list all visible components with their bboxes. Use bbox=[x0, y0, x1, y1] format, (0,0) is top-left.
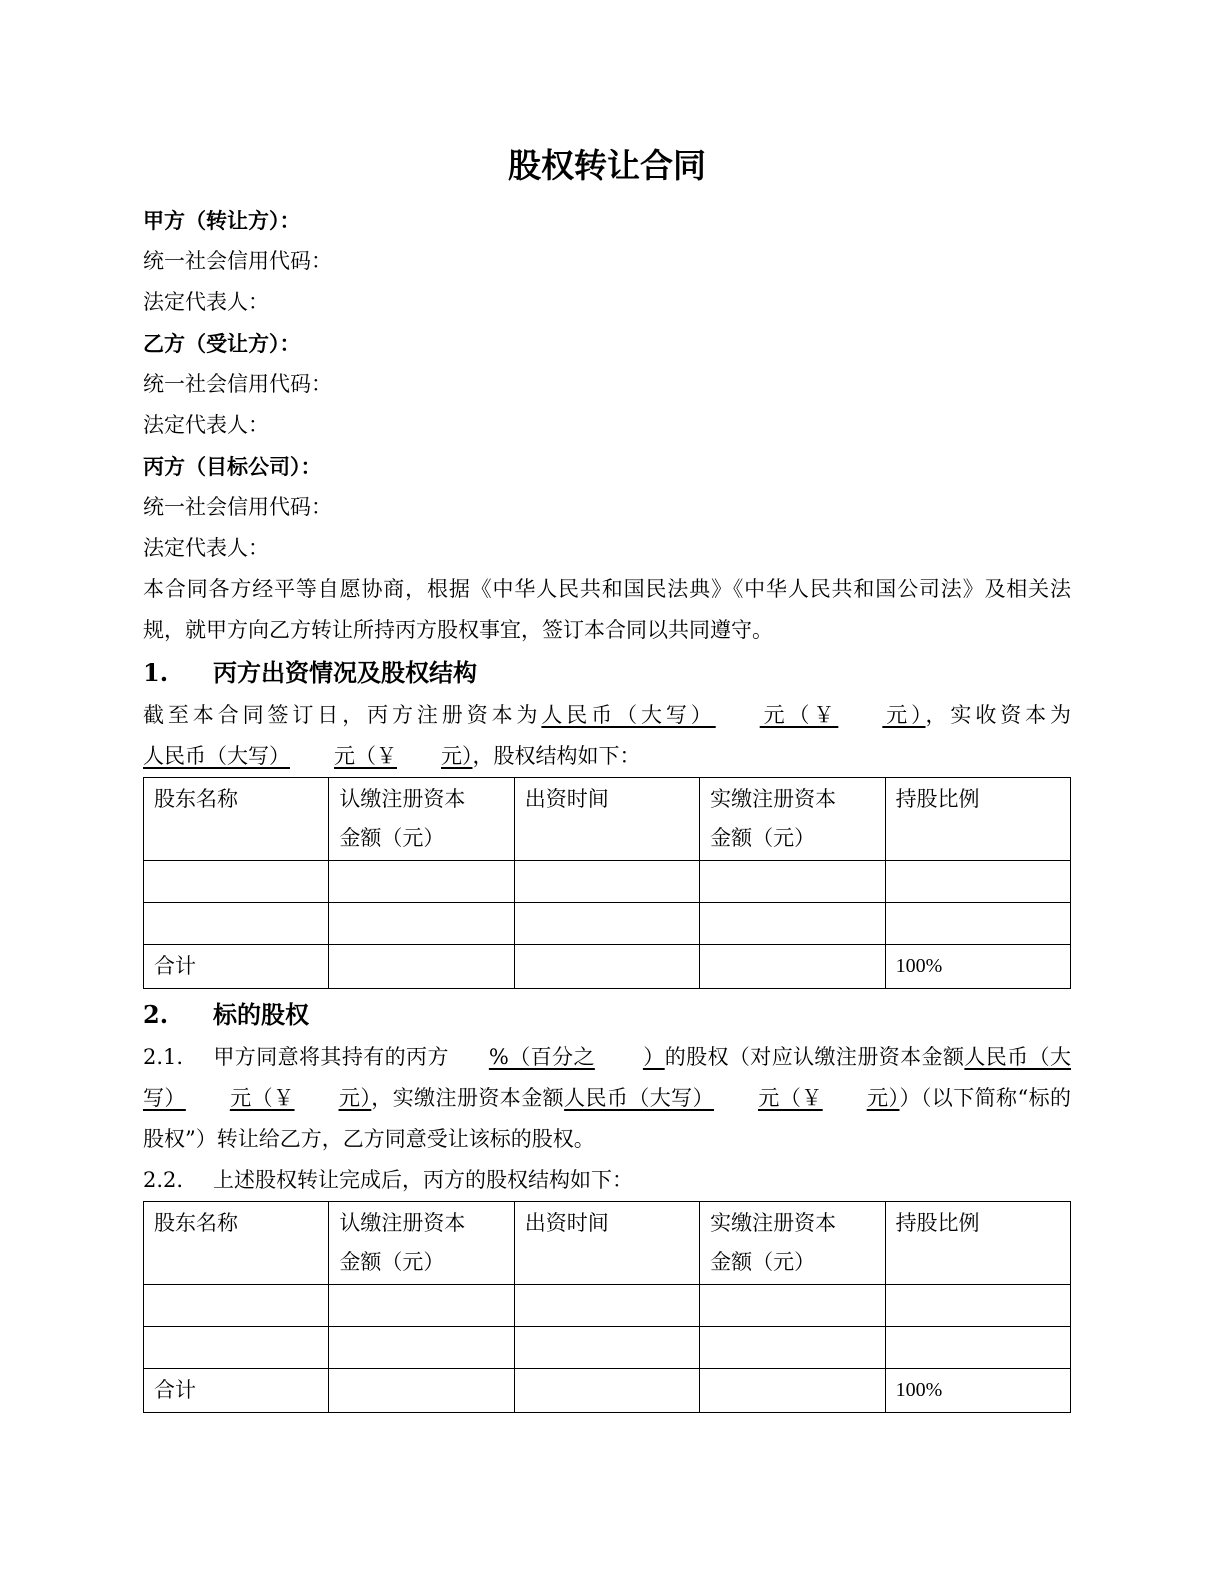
s1-u2-c: 元） bbox=[441, 744, 473, 768]
table-cell bbox=[329, 1327, 514, 1369]
party-c-label: 丙方（目标公司）： bbox=[143, 454, 322, 479]
table-total-row bbox=[144, 1369, 1071, 1413]
table-cell bbox=[329, 861, 514, 903]
clause-2-2-number: 2.2. bbox=[143, 1168, 184, 1192]
table-row bbox=[144, 1285, 1071, 1327]
section-1-number: 1. bbox=[143, 658, 169, 687]
party-c-credit-code: 统一社会信用代码： bbox=[143, 495, 332, 519]
c21-u1-a: %（百分之 bbox=[488, 1045, 595, 1069]
table-cell bbox=[700, 903, 885, 945]
document-title: 股权转让合同 bbox=[508, 146, 706, 185]
c21-text-b: 的股权（对应认缴注册资本金额 bbox=[664, 1045, 965, 1069]
s1-u1-b: 元（￥ bbox=[759, 703, 839, 727]
paid-amount-blank bbox=[564, 1086, 899, 1110]
table-cell bbox=[514, 861, 699, 903]
section-2-heading bbox=[143, 993, 1071, 1037]
s1-text-b: ，实收资本为 bbox=[925, 703, 1072, 727]
s1-u2-a: 人民币（大写） bbox=[143, 744, 290, 768]
c21-u3-c: 元） bbox=[866, 1086, 900, 1110]
clause-2-1-number: 2.1. bbox=[143, 1045, 184, 1069]
total-label: 合计 bbox=[144, 1369, 329, 1413]
header-contribution-time: 出资时间 bbox=[514, 1202, 699, 1285]
registered-capital-blank bbox=[541, 703, 925, 727]
s1-u1-c: 元） bbox=[882, 703, 926, 727]
c21-u2-b: 元（￥ bbox=[229, 1086, 295, 1110]
header-shareholder-name: 股东名称 bbox=[144, 1202, 329, 1285]
clause-2-1 bbox=[143, 1037, 1071, 1160]
party-b-label: 乙方（受让方）： bbox=[143, 331, 301, 356]
section-1-title: 丙方出资情况及股权结构 bbox=[213, 658, 477, 687]
header-paid-capital: 实缴注册资本 金额（元） bbox=[700, 1202, 885, 1285]
header-shareholding-ratio: 持股比例 bbox=[885, 778, 1070, 861]
table-row bbox=[144, 861, 1071, 903]
party-a-credit-code: 统一社会信用代码： bbox=[143, 249, 332, 273]
table-cell bbox=[885, 1327, 1070, 1369]
table-cell bbox=[329, 1369, 514, 1413]
equity-table-current bbox=[143, 777, 1071, 989]
total-label: 合计 bbox=[144, 945, 329, 989]
table-cell bbox=[144, 1327, 329, 1369]
c21-u2-c: 元） bbox=[338, 1086, 372, 1110]
section-1-heading bbox=[143, 651, 1071, 695]
s1-u1-a: 人民币（大写） bbox=[541, 703, 716, 727]
header-contribution-time: 出资时间 bbox=[514, 778, 699, 861]
table-cell bbox=[329, 945, 514, 989]
total-percentage: 100% bbox=[885, 1369, 1070, 1413]
header-paid-capital: 实缴注册资本 金额（元） bbox=[700, 778, 885, 861]
c21-u2-a: 人民币（大写） bbox=[143, 1045, 1071, 1110]
section-2-title: 标的股权 bbox=[213, 1000, 309, 1029]
table-cell bbox=[885, 861, 1070, 903]
header-shareholder-name: 股东名称 bbox=[144, 778, 329, 861]
table-cell bbox=[700, 1327, 885, 1369]
table-row bbox=[144, 1327, 1071, 1369]
table-cell bbox=[514, 903, 699, 945]
table-cell bbox=[329, 903, 514, 945]
header-subscribed-capital: 认缴注册资本 金额（元） bbox=[329, 1202, 514, 1285]
party-a-label: 甲方（转让方）： bbox=[143, 208, 301, 233]
paid-capital-blank bbox=[143, 744, 473, 768]
table-cell bbox=[514, 1327, 699, 1369]
table-cell bbox=[700, 861, 885, 903]
preamble-paragraph: 本合同各方经平等自愿协商，根据《中华人民共和国民法典》《中华人民共和国公司法》及相关法规，就甲方向乙方转让所持丙方股权事宜，签订本合同以共同遵守。 bbox=[143, 577, 1071, 642]
total-percentage: 100% bbox=[885, 945, 1070, 989]
party-a-legal-rep: 法定代表人： bbox=[143, 290, 269, 314]
table-total-row bbox=[144, 945, 1071, 989]
document-body bbox=[143, 140, 1071, 1417]
party-c-legal-rep: 法定代表人： bbox=[143, 536, 269, 560]
table-cell bbox=[514, 1285, 699, 1327]
s1-u2-b: 元（￥ bbox=[334, 744, 397, 768]
table-cell bbox=[144, 1285, 329, 1327]
c21-text-d: ）（以下简称“标的股权”）转让给乙方，乙方同意受让该标的股权。 bbox=[143, 1086, 1072, 1151]
table-cell bbox=[144, 903, 329, 945]
table-header-row bbox=[144, 778, 1071, 861]
table-cell bbox=[514, 1369, 699, 1413]
table-cell bbox=[885, 1285, 1070, 1327]
table-header-row bbox=[144, 1202, 1071, 1285]
party-b-legal-rep: 法定代表人： bbox=[143, 413, 269, 437]
header-subscribed-capital: 认缴注册资本 金额（元） bbox=[329, 778, 514, 861]
c21-u3-b: 元（￥ bbox=[758, 1086, 823, 1110]
table-cell bbox=[144, 861, 329, 903]
table-cell bbox=[700, 1369, 885, 1413]
section-2-number: 2. bbox=[143, 1000, 169, 1029]
clause-2-2 bbox=[143, 1160, 1071, 1201]
header-shareholding-ratio: 持股比例 bbox=[885, 1202, 1070, 1285]
table-cell bbox=[700, 945, 885, 989]
table-cell bbox=[700, 1285, 885, 1327]
c21-text-a: 甲方同意将其持有的丙方 bbox=[213, 1045, 449, 1069]
clause-2-2-text: 上述股权转让完成后，丙方的股权结构如下： bbox=[213, 1168, 633, 1192]
table-cell bbox=[885, 903, 1070, 945]
table-cell bbox=[514, 945, 699, 989]
party-b-credit-code: 统一社会信用代码： bbox=[143, 372, 332, 396]
section-1-paragraph bbox=[143, 695, 1071, 777]
table-cell bbox=[329, 1285, 514, 1327]
c21-u1-b: ） bbox=[642, 1045, 665, 1069]
s1-text-c: ，股权结构如下： bbox=[472, 744, 641, 768]
equity-percentage-blank bbox=[449, 1045, 665, 1069]
equity-table-after-transfer bbox=[143, 1201, 1071, 1413]
table-row bbox=[144, 903, 1071, 945]
c21-u3-a: 人民币（大写） bbox=[564, 1086, 715, 1110]
s1-text-a: 截至本合同签订日，丙方注册资本为 bbox=[143, 703, 542, 727]
c21-text-c: ，实缴注册资本金额 bbox=[371, 1086, 565, 1110]
